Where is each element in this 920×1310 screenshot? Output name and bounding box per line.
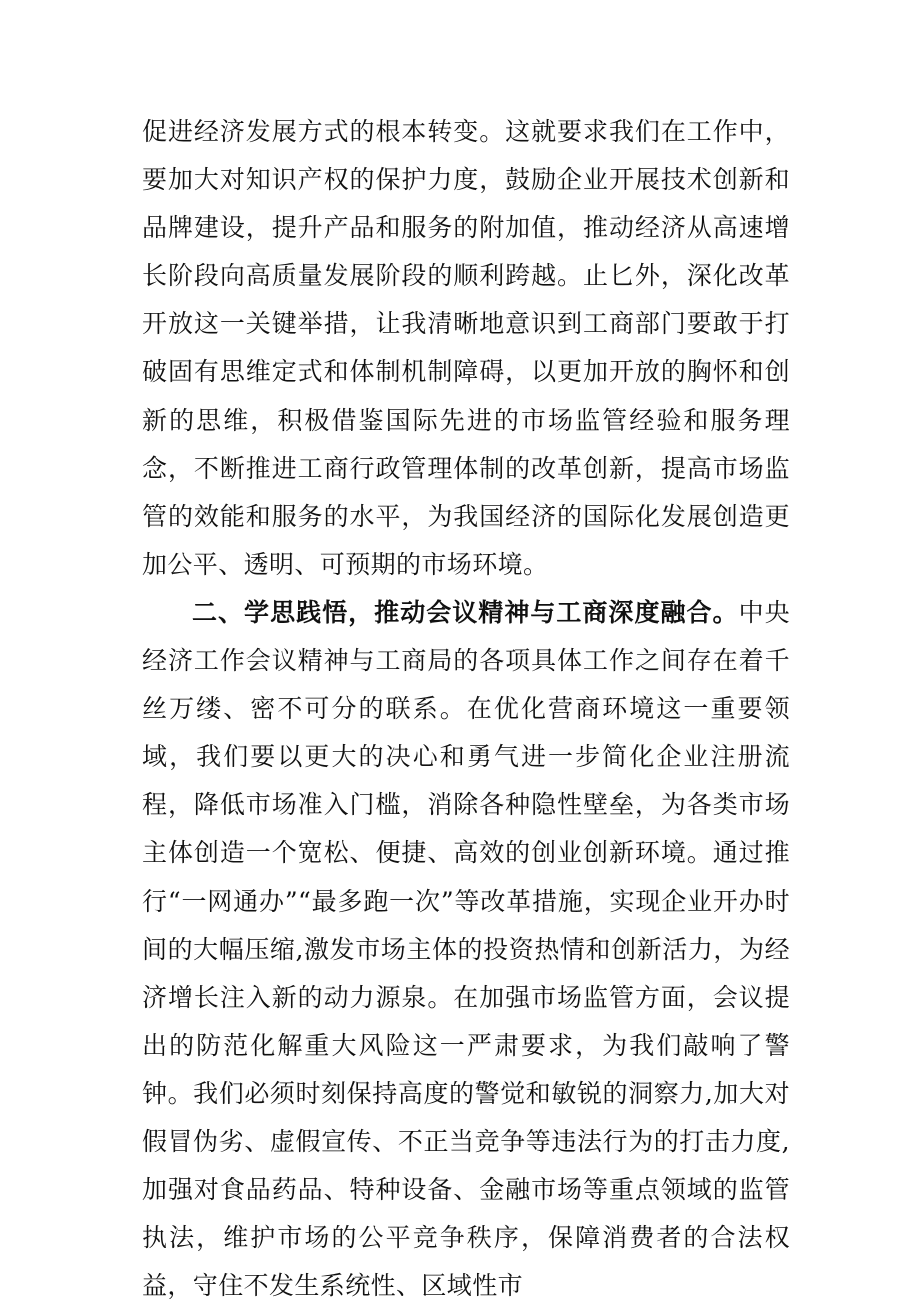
- section-heading: 二、学思践悟，推动会议精神与工商深度融合。: [192, 597, 739, 627]
- section-body-text: 中央经济工作会议精神与工商局的各项具体工作之间存在着千丝万缕、密不可分的联系。在优化营商环境这一重要领域，我们要以更大的决心和勇气进一步简化企业注册流程，降低市场准入门槛，消除各种隐性壁垒，为各类市场主体创造一个宽松、便捷、高效的创业创新环境。通过推行“一网通办”“最多跑一次”等改革措施，实现企业开办时间的大幅压缩,激发市场主体的投资热情和创新活力，为经济增长注入新的动力源泉。在加强市场监管方面，会议提出的防范化解重大风险这一严肃要求，为我们敲响了警钟。我们必须时刻保持高度的警觉和敏锐的洞察力,加大对假冒伪劣、虚假宣传、不正当竞争等违法行为的打击力度,加强对食品药品、特种设备、金融市场等重点领域的监管执法，维护市场的公平竞争秩序，保障消费者的合法权益，守住不发生系统性、区域性市: [142, 597, 790, 1301]
- paragraph-continuation: 促进经济发展方式的根本转变。这就要求我们在工作中，要加大对知识产权的保护力度，鼓励企业开展技术创新和品牌建设，提升产品和服务的附加值，推动经济从高速增长阶段向高质量发展阶段的顺利跨越。止匕外，深化改革开放这一关键举措，让我清晰地意识到工商部门要敢于打破固有思维定式和体制机制障碍，以更加开放的胸怀和创新的思维，积极借鉴国际先进的市场监管经验和服务理念，不断推进工商行政管理体制的改革创新，提高市场监管的效能和服务的水平，为我国经济的国际化发展创造更加公平、透明、可预期的市场环境。: [142, 117, 790, 579]
- paragraph-section-two: [142, 589, 790, 1310]
- document-body: [142, 108, 790, 1310]
